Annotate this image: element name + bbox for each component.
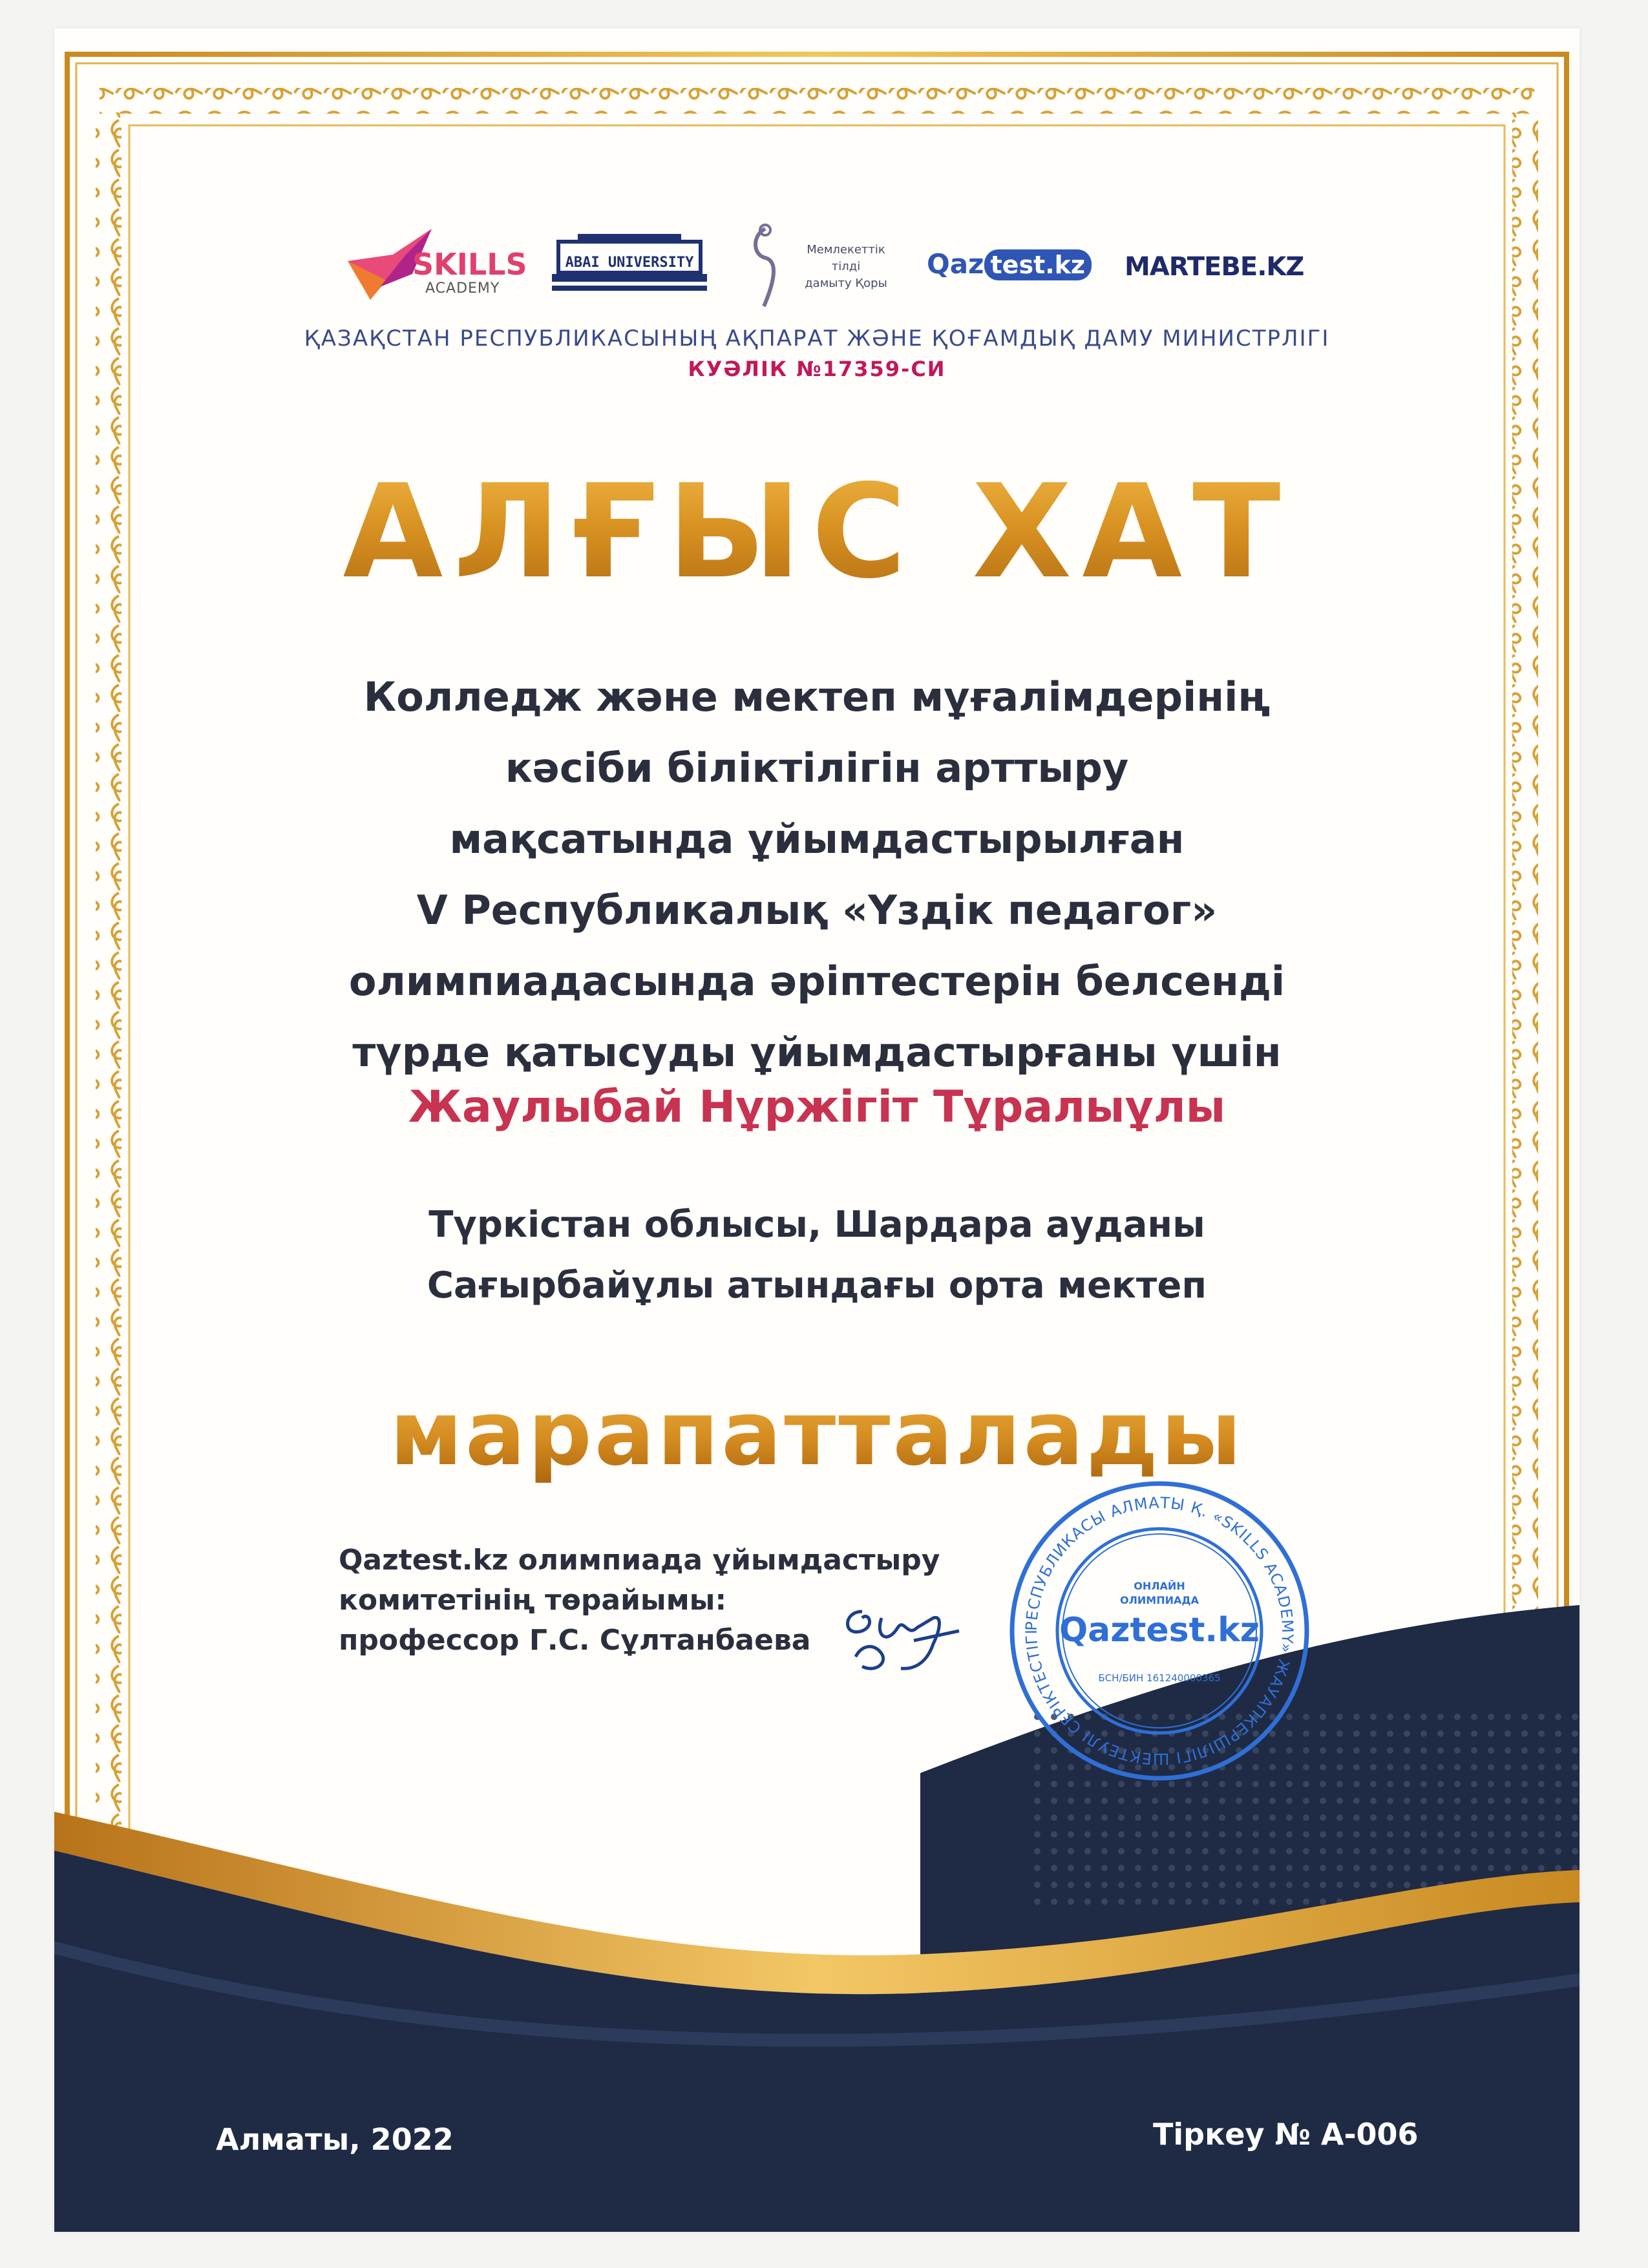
- partner-logos: [54, 216, 1579, 319]
- language-fund-logo: [746, 222, 887, 315]
- committee-line: комитетінің төрайымы:: [339, 1584, 727, 1617]
- recipient-name: Жаулыбай Нұржігіт Тұралыұлы: [408, 1082, 1226, 1133]
- stamp-ring-text: РЕСПУБЛИКАСЫ АЛМАТЫ Қ. «SKILLS ACADEMY» ЖАУАПКЕРШІЛІГІ ШЕКТЕУЛІ СЕРІКТЕСТІГІ: [1022, 1493, 1297, 1769]
- stamp-top-line-2: ОЛИМПИАДА: [1120, 1594, 1199, 1606]
- signature: [836, 1592, 978, 1683]
- university-text: ABAI UNIVERSITY: [565, 255, 694, 271]
- fund-line-3: дамыту Қоры: [805, 277, 887, 290]
- school-line: Түркістан облысы, Шардара ауданы: [428, 1204, 1205, 1246]
- skills-academy-logo: [335, 216, 527, 315]
- skills-brand-text: SKILLS: [412, 247, 527, 282]
- stamp-top-line-1: ОНЛАЙН: [1134, 1580, 1185, 1592]
- qaztest-logo-part-b: test.kz: [984, 249, 1092, 280]
- license-line: КУӘЛІК №17359-СИ: [688, 357, 946, 381]
- body-line: түрде қатысуды ұйымдастырғаны үшін: [352, 1029, 1282, 1076]
- skills-sub-text: ACADEMY: [425, 280, 500, 297]
- body-line: кәсіби біліктілігін арттыру: [505, 744, 1129, 792]
- body-line: Колледж және мектеп мұғалімдерінің: [363, 673, 1271, 720]
- stamp-center-text: Qaztest.kz: [1059, 1611, 1260, 1650]
- ministry-line: ҚАЗАҚСТАН РЕСПУБЛИКАСЫНЫҢ АҚПАРАТ ЖӘНЕ ҚОҒАМДЫҚ ДАМУ МИНИСТРЛІГІ: [304, 326, 1330, 352]
- body-text: [54, 662, 1579, 1088]
- school-line: Сағырбайұлы атындағы орта мектеп: [427, 1265, 1207, 1307]
- committee-line: Qaztest.kz олимпиада ұйымдастыру: [339, 1544, 940, 1577]
- footer-registration-number: Тіркеу № А-006: [1153, 2117, 1419, 2152]
- stamp-bin: БСН/БИН 161240000365: [1098, 1672, 1221, 1684]
- official-stamp: [1004, 1476, 1315, 1789]
- awarded-heading: марапатталады: [54, 1379, 1579, 1489]
- body-line: мақсатында ұйымдастырылған: [449, 815, 1185, 863]
- fund-line-1: Мемлекеттік: [807, 243, 885, 257]
- certificate-title: АЛҒЫС ХАТ: [54, 455, 1579, 610]
- committee-signatory: [339, 1540, 940, 1661]
- body-line: V Республикалық «Үздік педагог»: [416, 887, 1218, 934]
- footer-city-year: Алматы, 2022: [216, 2122, 454, 2157]
- martebe-logo: MARTEBE.KZ: [1125, 252, 1304, 282]
- certificate-page: [54, 28, 1579, 2232]
- committee-line: профессор Г.С. Сұлтанбаева: [339, 1624, 811, 1657]
- abai-university-logo: [545, 229, 713, 309]
- school-info: [54, 1195, 1579, 1316]
- body-line: олимпиадасында әріптестерін белсенді: [348, 958, 1285, 1005]
- fund-line-2: тілді: [831, 260, 861, 273]
- qaztest-logo-part-a: Qaz: [927, 248, 984, 280]
- qaztest-logo: [927, 248, 1092, 280]
